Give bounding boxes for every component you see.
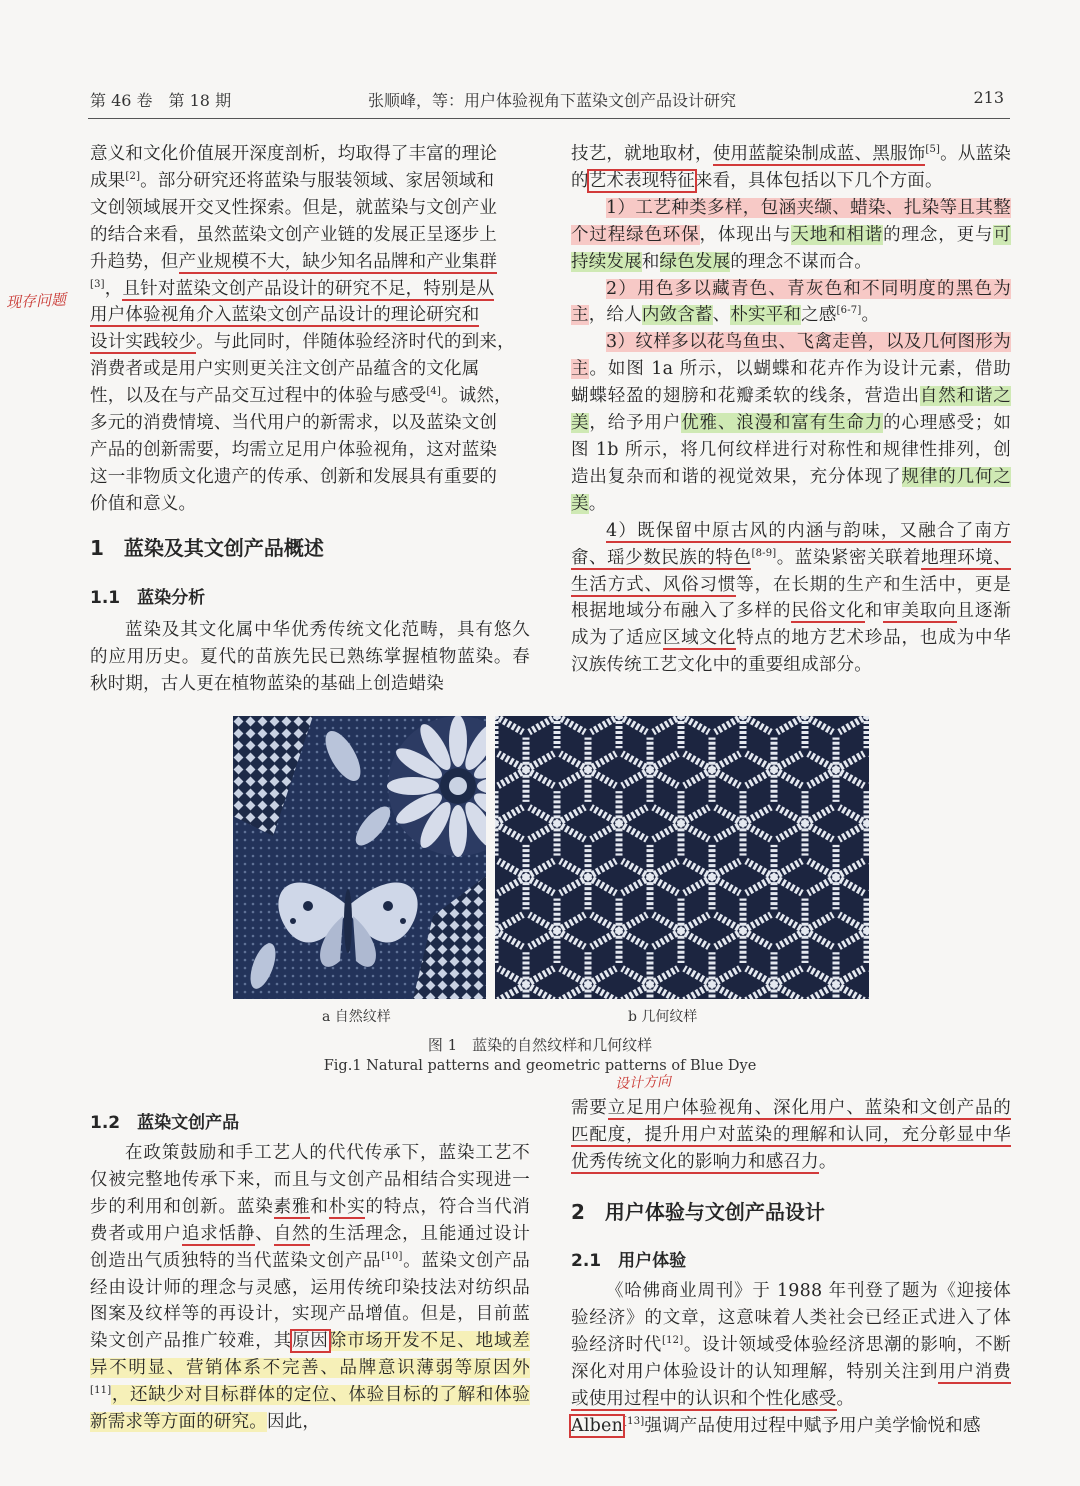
text-line (90, 302, 530, 329)
text-line: 性，以及在与产品交互过程中的体验与感受[4]。诚然， (90, 386, 512, 407)
underline-mark: 民俗文化 (791, 601, 865, 622)
boxed-term: 艺术表现特征 (588, 170, 695, 191)
list-item-4: 4）既保留中原古风的内涵与韵味，又融合了南方畲、瑶少数民族的特色[8-9]。蓝染紧密关联着地理环境、生活方式、风俗习惯等，在长期的生产和生活中，更是根据地域分布融入了多样的民俗文化和审美取向且逐渐成为了适应区域文化特点的地方艺术珍品，也成为中华汉族传统工艺文化中的重要组成部分。 (571, 520, 1012, 676)
text-line: 这一非物质文化遗产的传承、创新和发展具有重要的 (90, 466, 498, 487)
pink-highlight: 2）用色多以藏青色、青灰色和不同明度的黑色为主 (571, 278, 1011, 326)
list-item-1: 1）工艺种类多样，包涵夹缬、蜡染、扎染等且其整个过程绿色环保，体现出与天地和相谐的理念，更与可持续发展和绿色发展的理念不谋而合。 (571, 197, 1012, 272)
underline-mark: 素雅 (273, 1196, 311, 1217)
text-line: 的结合来看，虽然蓝染文创产业链的发展正呈逐步上 (90, 224, 498, 245)
underline-mark: 朴实 (328, 1196, 366, 1217)
right-column-bottom (571, 1095, 1011, 1176)
underline-mark: 且针对蓝染文创产品设计的研究不足，特别是从 (122, 278, 495, 299)
citation: [13] (623, 1415, 645, 1427)
left-column-top (90, 141, 530, 518)
figure-caption-zh: 图 1 蓝染的自然纹样和几何纹样 (427, 1036, 653, 1054)
section-2-1-body (571, 1278, 1011, 1439)
green-highlight: 自然和谐之美 (571, 386, 1012, 434)
citation: [2] (125, 171, 141, 183)
header-rule (88, 118, 1010, 119)
list-item-2: 2）用色多以藏青色、青灰色和不同明度的黑色为主，给人内敛含蓄、朴实平和之感[6-7]。 (571, 278, 1011, 326)
citation: [10] (381, 1250, 403, 1262)
design-direction-annotation: 设计方向 (614, 1073, 672, 1093)
text-line: 消费者或是用户实则更关注文创产品蕴含的文化属 (90, 359, 480, 380)
page-number: 213 (973, 88, 1004, 107)
underline-mark: 自然 (273, 1223, 311, 1244)
citation: [11] (90, 1385, 112, 1397)
list-item-3: 3）纹样多以花鸟鱼虫、飞禽走兽，以及几何图形为主。如图 1a 所示，以蝴蝶和花卉作为设计元素，借助蝴蝶轻盈的翅膀和花瓣柔软的线条，营造出自然和谐之美，给予用户优雅、浪漫和富有生命力的心理感受；如图 1b 所示，将几何纹样进行对称性和规律性排列，创造出复杂而和谐的视觉效果，充分体现了规律的几何之美。 (571, 332, 1012, 514)
yellow-highlight: 除市场开发不足、地域差异不明显、营销体系不完善、品牌意识薄弱等原因外 (90, 1331, 531, 1379)
green-highlight: 朴实平和 (730, 305, 802, 326)
section-2-1-heading: 2.1 用户体验 (571, 1251, 687, 1271)
journal-volume: 第 46 卷 第 18 期 (90, 91, 232, 110)
green-highlight: 优雅、浪漫和富有生命力 (681, 413, 884, 434)
text-line: [3]，且针对蓝染文创产品设计的研究不足，特别是从 (90, 278, 495, 299)
figure-caption-en: Fig.1 Natural patterns and geometric patterns of Blue Dye (323, 1058, 757, 1074)
text-line: 成果[2]。部分研究还将蓝染与服装领域、家居领域和 (90, 170, 495, 191)
underline-mark: 4）既保留中原古风的内涵与韵味，又融合了南方畲、瑶少数民族的特色 (571, 520, 1011, 568)
underline-mark: 产业规模不大，缺少知名品牌和产业集群 (178, 251, 498, 272)
green-highlight: 可持续发展 (571, 224, 1012, 272)
margin-annotation: 现存问题 (5, 290, 67, 312)
citation: [12] (662, 1334, 684, 1346)
text-line: 升趋势，但产业规模不大，缺少知名品牌和产业集群 (90, 251, 498, 272)
section-1-1-heading: 1.1 蓝染分析 (90, 588, 206, 608)
underline-mark: 审美取向 (883, 601, 957, 622)
pink-highlight: 1）工艺种类多样，包涵夹缬、蜡染、扎染等且其整个过程绿色环保 (571, 197, 1011, 245)
paragraph: 《哈佛商业周刊》于 1988 年刊登了题为《迎接体验经济》的文章，这意味着人类社会已经正式进入了体验经济时代[12]。设计领域受体验经济思潮的影响，不断深化对用户体验设计的认知理解，特别关注到用户消费或使用过程中的认识和个性化感受。 (571, 1281, 1011, 1409)
figure-1b-geometric-pattern-image (495, 716, 869, 999)
section-1-2-body (90, 1140, 530, 1436)
section-1-heading: 1 蓝染及其文创产品概述 (90, 536, 324, 560)
paragraph: 蓝染及其文化属中华优秀传统文化范畴，具有悠久的应用历史。夏代的苗族先民已熟练掌握植物蓝染。春秋时期，古人更在植物蓝染的基础上创造蜡染 (90, 620, 530, 694)
green-highlight: 规律的几何之美 (571, 466, 1012, 514)
underline-mark: 用户消费或使用过程中的认识和个性化感受 (571, 1361, 1011, 1409)
underline-mark: 设计实践较少 (90, 332, 197, 353)
subfigure-a-label: a 自然纹样 (322, 1009, 391, 1025)
paragraph: 技艺，就地取材，使用蓝靛染制成蓝、黑服饰[5]。从蓝染的艺术表现特征来看，具体包括以下几个方面。 (571, 144, 1011, 191)
paragraph: Alben[13]强调产品使用过程中赋予用户美学愉悦和感 (571, 1415, 981, 1436)
green-highlight: 内敛含蓄 (641, 305, 713, 326)
text-line: 价值和意义。 (90, 493, 197, 514)
citation: [3] (90, 278, 105, 290)
citation: [6-7] (836, 305, 862, 317)
figure-1a-natural-pattern-image (233, 716, 486, 999)
underline-mark: 使用蓝靛染制成蓝、黑服饰 (712, 144, 926, 164)
pink-highlight: 3）纹样多以花鸟鱼虫、飞禽走兽，以及几何图形为主 (571, 332, 1011, 380)
text-line: 意义和文化价值展开深度剖析，均取得了丰富的理论 (90, 144, 498, 164)
paragraph: 在政策鼓励和手工艺人的代代传承下，蓝染工艺不仅被完整地传承下来，而且与文创产品相结合实现进一步的利用和创新。蓝染素雅和朴实的特点，符合当代消费者或用户追求恬静、自然的生活理念，且能通过设计创造出气质独特的当代蓝染文创产品[10]。蓝染文创产品经由设计师的理念与灵感，运用传统印染技法对纺织品图案及纹样等的再设计，实现产品增值。但是，目前蓝染文创产品推广较难，其原因除市场开发不足、地域差异不明显、营销体系不完善、品牌意识薄弱等原因外[11]，还缺少对目标群体的定位、体验目标的了解和体验新需求等方面的研究。因此， (90, 1143, 531, 1433)
right-column-top (571, 141, 1011, 679)
section-1-2-heading: 1.2 蓝染文创产品 (90, 1113, 240, 1133)
green-highlight: 绿色发展 (659, 251, 731, 272)
text-line: 设计实践较少。与此同时，伴随体验经济时代的到来， (90, 332, 515, 353)
underline-mark: 追求恬静 (181, 1223, 256, 1244)
underline-mark: 地理环境、生活方式、风俗习惯 (571, 547, 1012, 595)
citation: [5] (925, 144, 941, 156)
yellow-highlight: ，还缺少对目标群体的定位、体验目标的了解和体验新需求等方面的研究。 (90, 1385, 530, 1433)
underline-mark: 用户体验视角介入蓝染文创产品设计的理论研究和 (90, 305, 480, 326)
citation: [4] (426, 386, 442, 398)
citation: [8-9] (751, 547, 777, 559)
running-title: 张顺峰，等：用户体验视角下蓝染文创产品设计研究 (368, 91, 737, 110)
subfigure-b-label: b 几何纹样 (628, 1009, 698, 1025)
boxed-term: Alben (571, 1415, 624, 1436)
section-1-1-body (90, 617, 530, 698)
text-line: 产品的创新需要，均需立足用户体验视角，这对蓝染 (90, 439, 498, 460)
text-line: 多元的消费情境、当代用户的新需求，以及蓝染文创 (90, 413, 498, 434)
boxed-term: 原因 (291, 1331, 329, 1352)
text-line: 文创领域展开交叉性探索。但是，就蓝染与文创产业 (90, 197, 498, 218)
underline-mark: 立足用户体验视角、深化用户、蓝染和文创产品的匹配度，提升用户对蓝染的理解和认同，充分彰显中华优秀传统文化的影响力和感召力 (571, 1098, 1011, 1172)
section-2-heading: 2 用户体验与文创产品设计 (571, 1200, 825, 1224)
underline-mark: 区域文化 (662, 628, 737, 649)
green-highlight: 天地和相谐 (791, 224, 884, 245)
paragraph: 需要立足用户体验视角、深化用户、蓝染和文创产品的匹配度，提升用户对蓝染的理解和认同，充分彰显中华优秀传统文化的影响力和感召力。 (571, 1098, 1011, 1172)
